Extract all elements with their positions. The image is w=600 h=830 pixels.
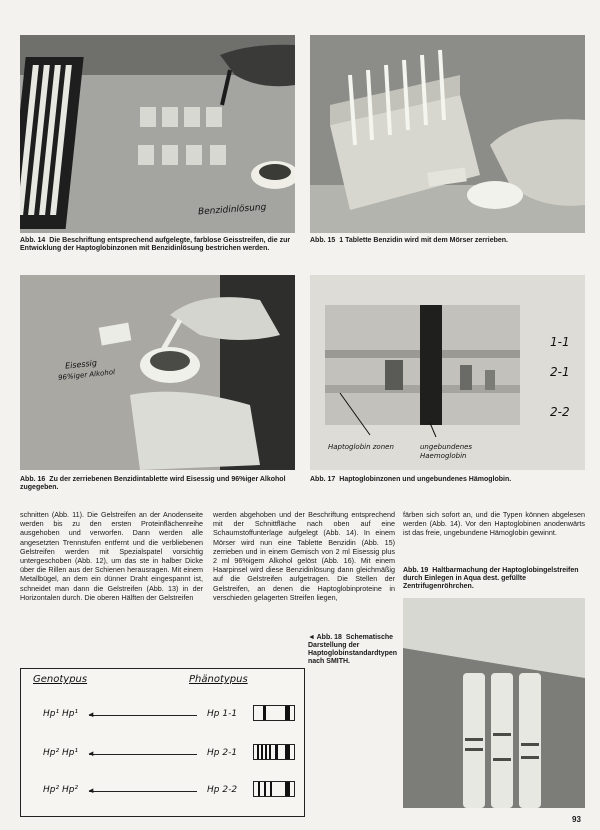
figure-18-text: Schematische Darstellung der Haptoglobinstandardtypen nach SMITH.: [308, 634, 398, 665]
genotype-header: Genotypus: [33, 674, 88, 685]
body-column-2: [213, 510, 395, 602]
figure-19-text: Haltbarmachung der Haptoglobingelstreifen durch Einlegen in Aqua dest. gefüllte Zentrifugenröhrchen.: [403, 567, 579, 590]
figure-14-label: Abb. 14: [20, 237, 46, 244]
figure-15-label: Abb. 15: [310, 237, 336, 244]
figure-15-photo: [310, 35, 585, 233]
figure-18-label: Abb. 18: [316, 634, 342, 641]
figure-15-caption: [310, 237, 585, 245]
phenotype-header: Phänotypus: [189, 674, 248, 685]
figure-17-photo: [310, 275, 585, 470]
page-number: 93: [572, 815, 581, 824]
alcohol-annotation: 96%iger Alkohol: [57, 368, 116, 382]
band-pattern-row-3: [253, 781, 295, 797]
phenotype-row-2: Hp 2-1: [207, 748, 238, 758]
figure-18-caption: [308, 634, 396, 666]
band-label-2-2: 2-2: [550, 405, 570, 419]
arrow-row-3: [89, 791, 197, 792]
figure-16-label: Abb. 16: [20, 476, 46, 483]
figure-19-caption: [403, 567, 585, 591]
band-label-1-1: 1-1: [550, 335, 570, 349]
figure-14-caption: [20, 237, 295, 253]
figure-15-text: 1 Tablette Benzidin wird mit dem Mörser zerrieben.: [339, 237, 508, 244]
figure-17-caption: [310, 476, 585, 484]
figure-14-photo: [20, 35, 295, 233]
body-text-3: färben sich sofort an, und die Typen können abgelesen werden (Abb. 14). Vor den Haptoglobinen anodenwärts ist das freie, ungebundene Hämoglobin gewinnt.: [403, 510, 585, 538]
figure-16-text: Zu der zerriebenen Benzidintablette wird Eisessig und 96%iger Alkohol zugegeben.: [20, 476, 286, 491]
figure-19-photo: [403, 598, 585, 808]
arrowhead-row-3-icon: ◄: [87, 786, 95, 795]
genotype-row-2: Hp² Hp¹: [43, 748, 79, 758]
glacial-acetic-acid-annotation: Eisessig: [64, 358, 98, 371]
body-column-1: [20, 510, 203, 602]
body-column-3: [403, 510, 585, 538]
benzidine-solution-annotation: Benzidinlösung: [197, 202, 267, 218]
arrow-row-2: [89, 754, 197, 755]
figure-16-caption: [20, 476, 295, 492]
genotype-row-3: Hp² Hp²: [43, 785, 79, 795]
figure-18-arrow-icon: ◄: [308, 634, 315, 641]
figure-16-photo: [20, 275, 295, 470]
genotype-row-1: Hp¹ Hp¹: [43, 709, 79, 719]
band-pattern-row-2: [253, 744, 295, 760]
phenotype-row-3: Hp 2-2: [207, 785, 238, 795]
body-text-2: werden abgehoben und der Beschriftung entsprechend mit der Schnittfläche nach oben auf eine Schaumstoffunterlage aufgelegt (Abb. 14). In einem Mörser wird nun eine Tablette Benzidin (Abb. 15) zerrieben und in einem Gemisch von 2 ml Eisessig plus 2 ml 96%igem Alkohol gelöst (Abb. 16). Mit einem Haarpinsel wird diese Benzidinlösung dann gleichmäßig auf die Gelstreifen aufgetragen. Die Stellen der Gelstreifen, an denen die Haptoglobinproteine in verschieden gelagerten Streifen liegen,: [213, 510, 395, 602]
figure-17-text: Haptoglobinzonen und ungebundenes Hämoglobin.: [339, 476, 512, 483]
arrowhead-row-2-icon: ◄: [87, 749, 95, 758]
arrowhead-row-1-icon: ◄: [87, 710, 95, 719]
haptoglobin-diagram: [20, 668, 305, 817]
figure-19-label: Abb. 19: [403, 567, 429, 574]
arrow-row-1: [89, 715, 197, 716]
figure-17-label: Abb. 17: [310, 476, 336, 483]
figure-14-text: Die Beschriftung entsprechend aufgelegte, farblose Geisstreifen, die zur Entwicklung der Haptoglobinzonen mit Benzidinlösung bestrichen werden.: [20, 237, 291, 252]
band-label-2-1: 2-1: [550, 365, 570, 379]
haptoglobin-zones-annotation: Haptoglobin zonen: [328, 443, 394, 451]
phenotype-row-1: Hp 1-1: [207, 709, 238, 719]
body-text-1: schnitten (Abb. 11). Die Gelstreifen an der Anodenseite werden bis zu den ersten Proteinflächenreihe ausgehoben und verworfen. Dann werden alle angesetzten Trennstufen entfernt und die verbliebenen Gelstreifen werden mit Spezialspatel vorsichtig untergeschoben (Abb. 12), um das ste in halber Dicke über die Rillen aus der Schienen herausragen. Mit einem Metallbügel, an dem ein dünner Draht eingespannt ist, schneidet man dann die Gelstreifen (Abb. 13) in der Horizontalen durch. Die oberen Hälften der Gelstreifen: [20, 510, 203, 602]
band-pattern-row-1: [253, 705, 295, 721]
unbound-hemoglobin-annotation: ungebundenes Haemoglobin: [420, 443, 473, 460]
